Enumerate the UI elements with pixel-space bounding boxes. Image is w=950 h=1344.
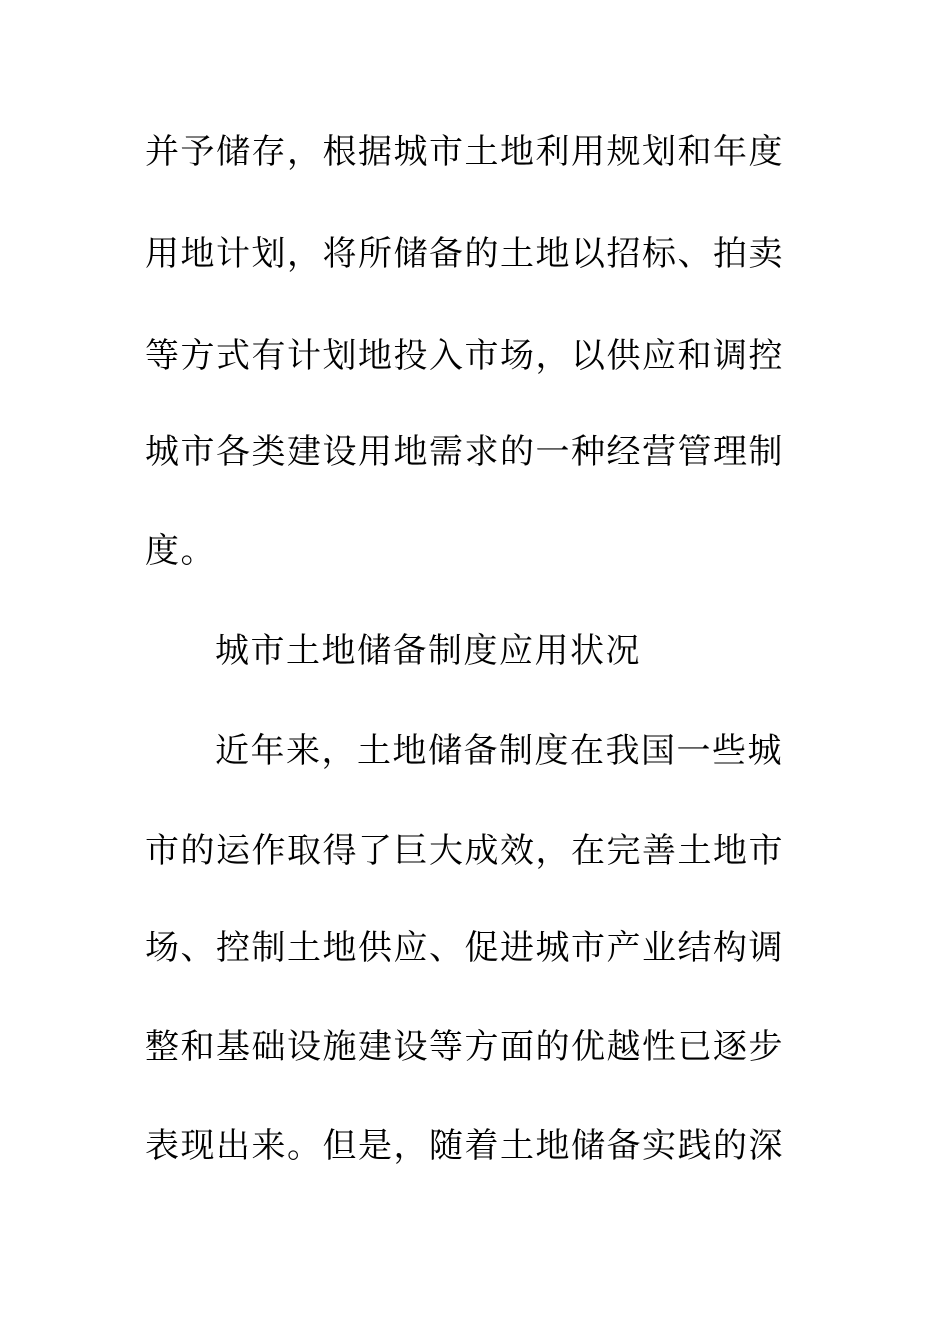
paragraph-line: 城市各类建设用地需求的一种经营管理制 xyxy=(145,432,784,472)
paragraph-line: 整和基础设施建设等方面的优越性已逐步 xyxy=(145,1027,784,1067)
paragraph-line: 场、控制土地供应、促进城市产业结构调 xyxy=(145,928,784,968)
paragraph-line: 等方式有计划地投入市场，以供应和调控 xyxy=(145,336,784,376)
paragraph-line: 市的运作取得了巨大成效，在完善土地市 xyxy=(145,831,784,871)
paragraph-line: 近年来，土地储备制度在我国一些城 xyxy=(215,731,783,771)
paragraph-line: 度。 xyxy=(145,531,216,571)
paragraph-line: 并予储存，根据城市土地利用规划和年度 xyxy=(145,132,784,172)
paragraph-line: 表现出来。但是，随着土地储备实践的深 xyxy=(145,1126,784,1166)
paragraph-line: 用地计划，将所储备的土地以招标、拍卖 xyxy=(145,234,784,274)
section-heading: 城市土地储备制度应用状况 xyxy=(215,631,641,671)
